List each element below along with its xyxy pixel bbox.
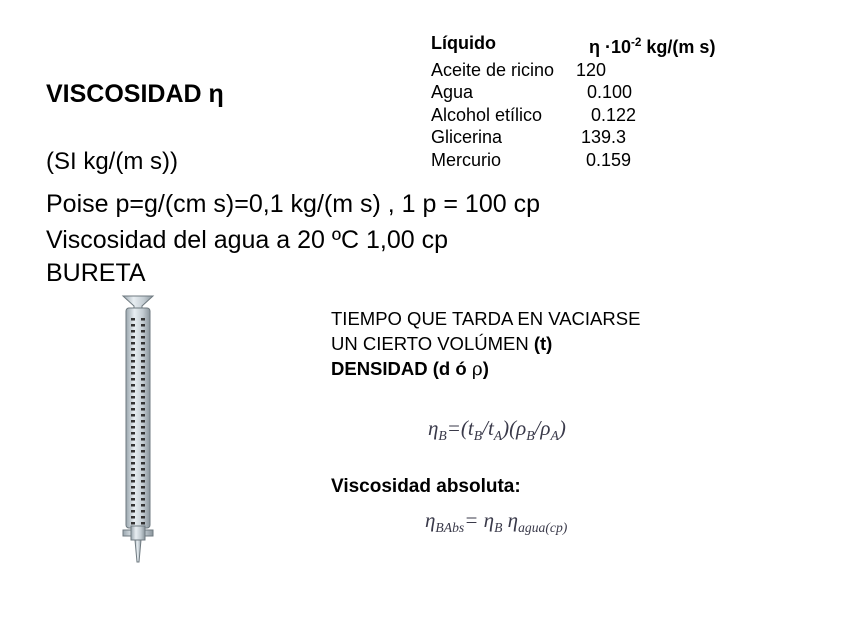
density-line: DENSIDAD (d ó ρ) <box>331 358 489 380</box>
poise-line: Poise p=g/(cm s)=0,1 kg/(m s) , 1 p = 100 cp <box>46 190 540 218</box>
burette-illustration <box>118 292 158 568</box>
row-name: Agua <box>431 82 474 102</box>
page-title: VISCOSIDAD η <box>46 80 224 108</box>
water-viscosity-line: Viscosidad del agua a 20 ºC 1,00 cp <box>46 226 449 254</box>
header-eta: $\eta \cdot 10^{-2}$ kg/(m s) <box>589 36 716 57</box>
absolute-viscosity-label: Viscosidad absoluta: <box>331 476 521 497</box>
row-name: Glicerina <box>431 127 503 147</box>
table-header <box>431 32 715 59</box>
row-name: Aceite de ricino <box>431 59 555 80</box>
bureta-label: BURETA <box>46 259 146 287</box>
row-name: Mercurio <box>431 149 502 170</box>
absolute-viscosity-formula: $\eta_{BAbs}= \eta_B$ $\eta_{agua(cp)}$ <box>425 508 568 536</box>
row-value: 0.122 <box>591 104 637 125</box>
relative-viscosity-formula: $\eta_B=(t_B/t_A)(\rho_B/\rho_A)$ <box>428 416 566 444</box>
viscosity-table <box>431 32 715 171</box>
table-row <box>431 126 715 149</box>
table-row <box>431 149 715 172</box>
table-row <box>431 59 715 82</box>
table-row <box>431 81 715 104</box>
time-line-1: TIEMPO QUE TARDA EN VACIARSE <box>331 308 641 329</box>
row-value: 139.3 <box>581 127 627 147</box>
header-liquid: Líquido <box>431 33 496 53</box>
time-line-2: UN CIERTO VOLÚMEN (t) <box>331 333 553 354</box>
row-value: 0.100 <box>587 82 633 102</box>
row-value: 120 <box>576 59 607 80</box>
si-unit: (SI kg/(m s)) <box>46 148 178 175</box>
row-name: Alcohol etílico <box>431 104 543 125</box>
row-value: 0.159 <box>586 149 632 170</box>
table-row <box>431 104 715 127</box>
